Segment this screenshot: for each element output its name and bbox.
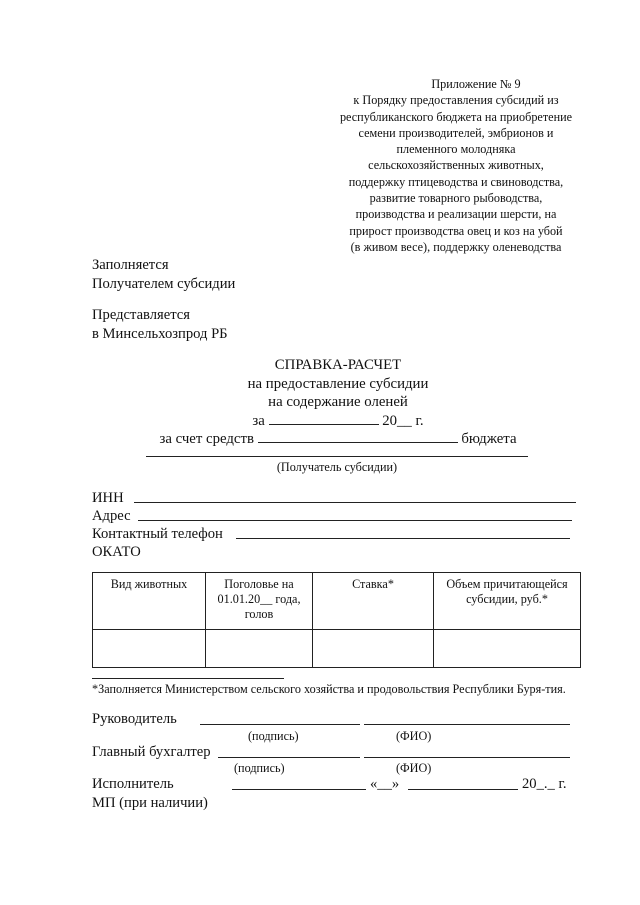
funds-prefix: за счет средств	[159, 431, 254, 447]
header-headcount: Поголовье на 01.01.20__ года, голов	[206, 573, 313, 630]
chief-accountant-label: Главный бухгалтер	[92, 744, 211, 760]
footnote-divider	[92, 678, 284, 679]
submitted-to-value: в Минсельхозпрод РБ	[92, 326, 228, 342]
table-row	[93, 630, 581, 668]
period-year: 20__ г.	[382, 412, 424, 429]
document-title-block	[90, 356, 586, 449]
executor-label: Исполнитель	[92, 776, 174, 792]
chief-accountant-name-field[interactable]	[364, 757, 570, 758]
executor-field[interactable]	[232, 789, 366, 790]
date-month-field[interactable]	[408, 789, 518, 790]
annex-line: поддержку птицеводства и свиноводства,	[348, 174, 564, 189]
annex-number: Приложение № 9	[431, 77, 521, 91]
filled-by-label: Заполняется	[92, 257, 169, 273]
annex-line: семени производителей, эмбрионов и	[358, 125, 554, 140]
annex-line: развитие товарного рыбоводства,	[369, 191, 543, 206]
annex-line: прирост производства овец и коз на убой	[349, 223, 563, 238]
head-label: Руководитель	[92, 711, 177, 727]
calculation-table	[92, 572, 581, 668]
head-signature-caption: (подпись)	[248, 729, 299, 743]
cell-animal-type[interactable]	[93, 630, 206, 668]
annex-header	[322, 76, 590, 255]
head-name-field[interactable]	[364, 724, 570, 725]
cell-headcount[interactable]	[206, 630, 313, 668]
document-subtitle: на содержание оленей	[268, 394, 408, 410]
filled-by-note	[92, 256, 235, 294]
header-animal-type: Вид животных	[93, 573, 206, 630]
okato-label: ОКАТО	[92, 544, 141, 560]
filled-by-value: Получателем субсидии	[92, 276, 236, 292]
document-title: СПРАВКА-РАСЧЕТ	[274, 357, 402, 373]
submitted-to-note	[92, 306, 228, 344]
document-subtitle: на предоставление субсидии	[247, 375, 429, 392]
annex-line: племенного молодняка	[396, 142, 516, 157]
cell-subsidy-amount[interactable]	[434, 630, 581, 668]
annex-line: к Порядку предоставления субсидий из	[353, 93, 559, 108]
address-label: Адрес	[92, 508, 131, 524]
budget-source-field[interactable]	[258, 430, 458, 443]
period-prefix: за	[252, 412, 265, 429]
phone-label: Контактный телефон	[92, 526, 223, 542]
inn-field[interactable]	[134, 502, 576, 503]
submitted-to-label: Представляется	[92, 307, 190, 323]
header-rate: Ставка*	[313, 573, 434, 630]
funds-line	[90, 430, 586, 449]
cell-rate[interactable]	[313, 630, 434, 668]
header-subsidy-amount: Объем причитающейся субсидии, руб.*	[434, 573, 581, 630]
annex-line: республиканского бюджета на приобретение	[339, 109, 573, 124]
phone-field[interactable]	[236, 538, 570, 539]
date-day: «__»	[370, 776, 400, 792]
annex-line: сельскохозяйственных животных,	[368, 158, 544, 173]
head-name-caption: (ФИО)	[396, 729, 432, 743]
period-month-field[interactable]	[269, 412, 379, 425]
period-line	[90, 412, 586, 431]
inn-label: ИНН	[92, 490, 124, 506]
annex-line: (в живом весе), поддержку оленеводства	[350, 239, 562, 254]
funds-suffix: бюджета	[461, 431, 517, 447]
chief-accountant-signature-caption: (подпись)	[234, 761, 285, 775]
recipient-field[interactable]	[146, 456, 528, 457]
chief-accountant-signature-field[interactable]	[218, 757, 360, 758]
address-field[interactable]	[138, 520, 572, 521]
table-header-row	[93, 573, 581, 630]
footnote: *Заполняется Министерством сельского хозяйства и продовольствия Республики Буря-тия.	[92, 682, 566, 696]
stamp-label: МП (при наличии)	[92, 795, 208, 811]
date-year: 20_._ г.	[522, 776, 567, 792]
chief-accountant-name-caption: (ФИО)	[396, 761, 432, 775]
annex-line: производства и реализации шерсти, на	[355, 207, 557, 222]
recipient-caption: (Получатель субсидии)	[276, 460, 398, 474]
head-signature-field[interactable]	[200, 724, 360, 725]
